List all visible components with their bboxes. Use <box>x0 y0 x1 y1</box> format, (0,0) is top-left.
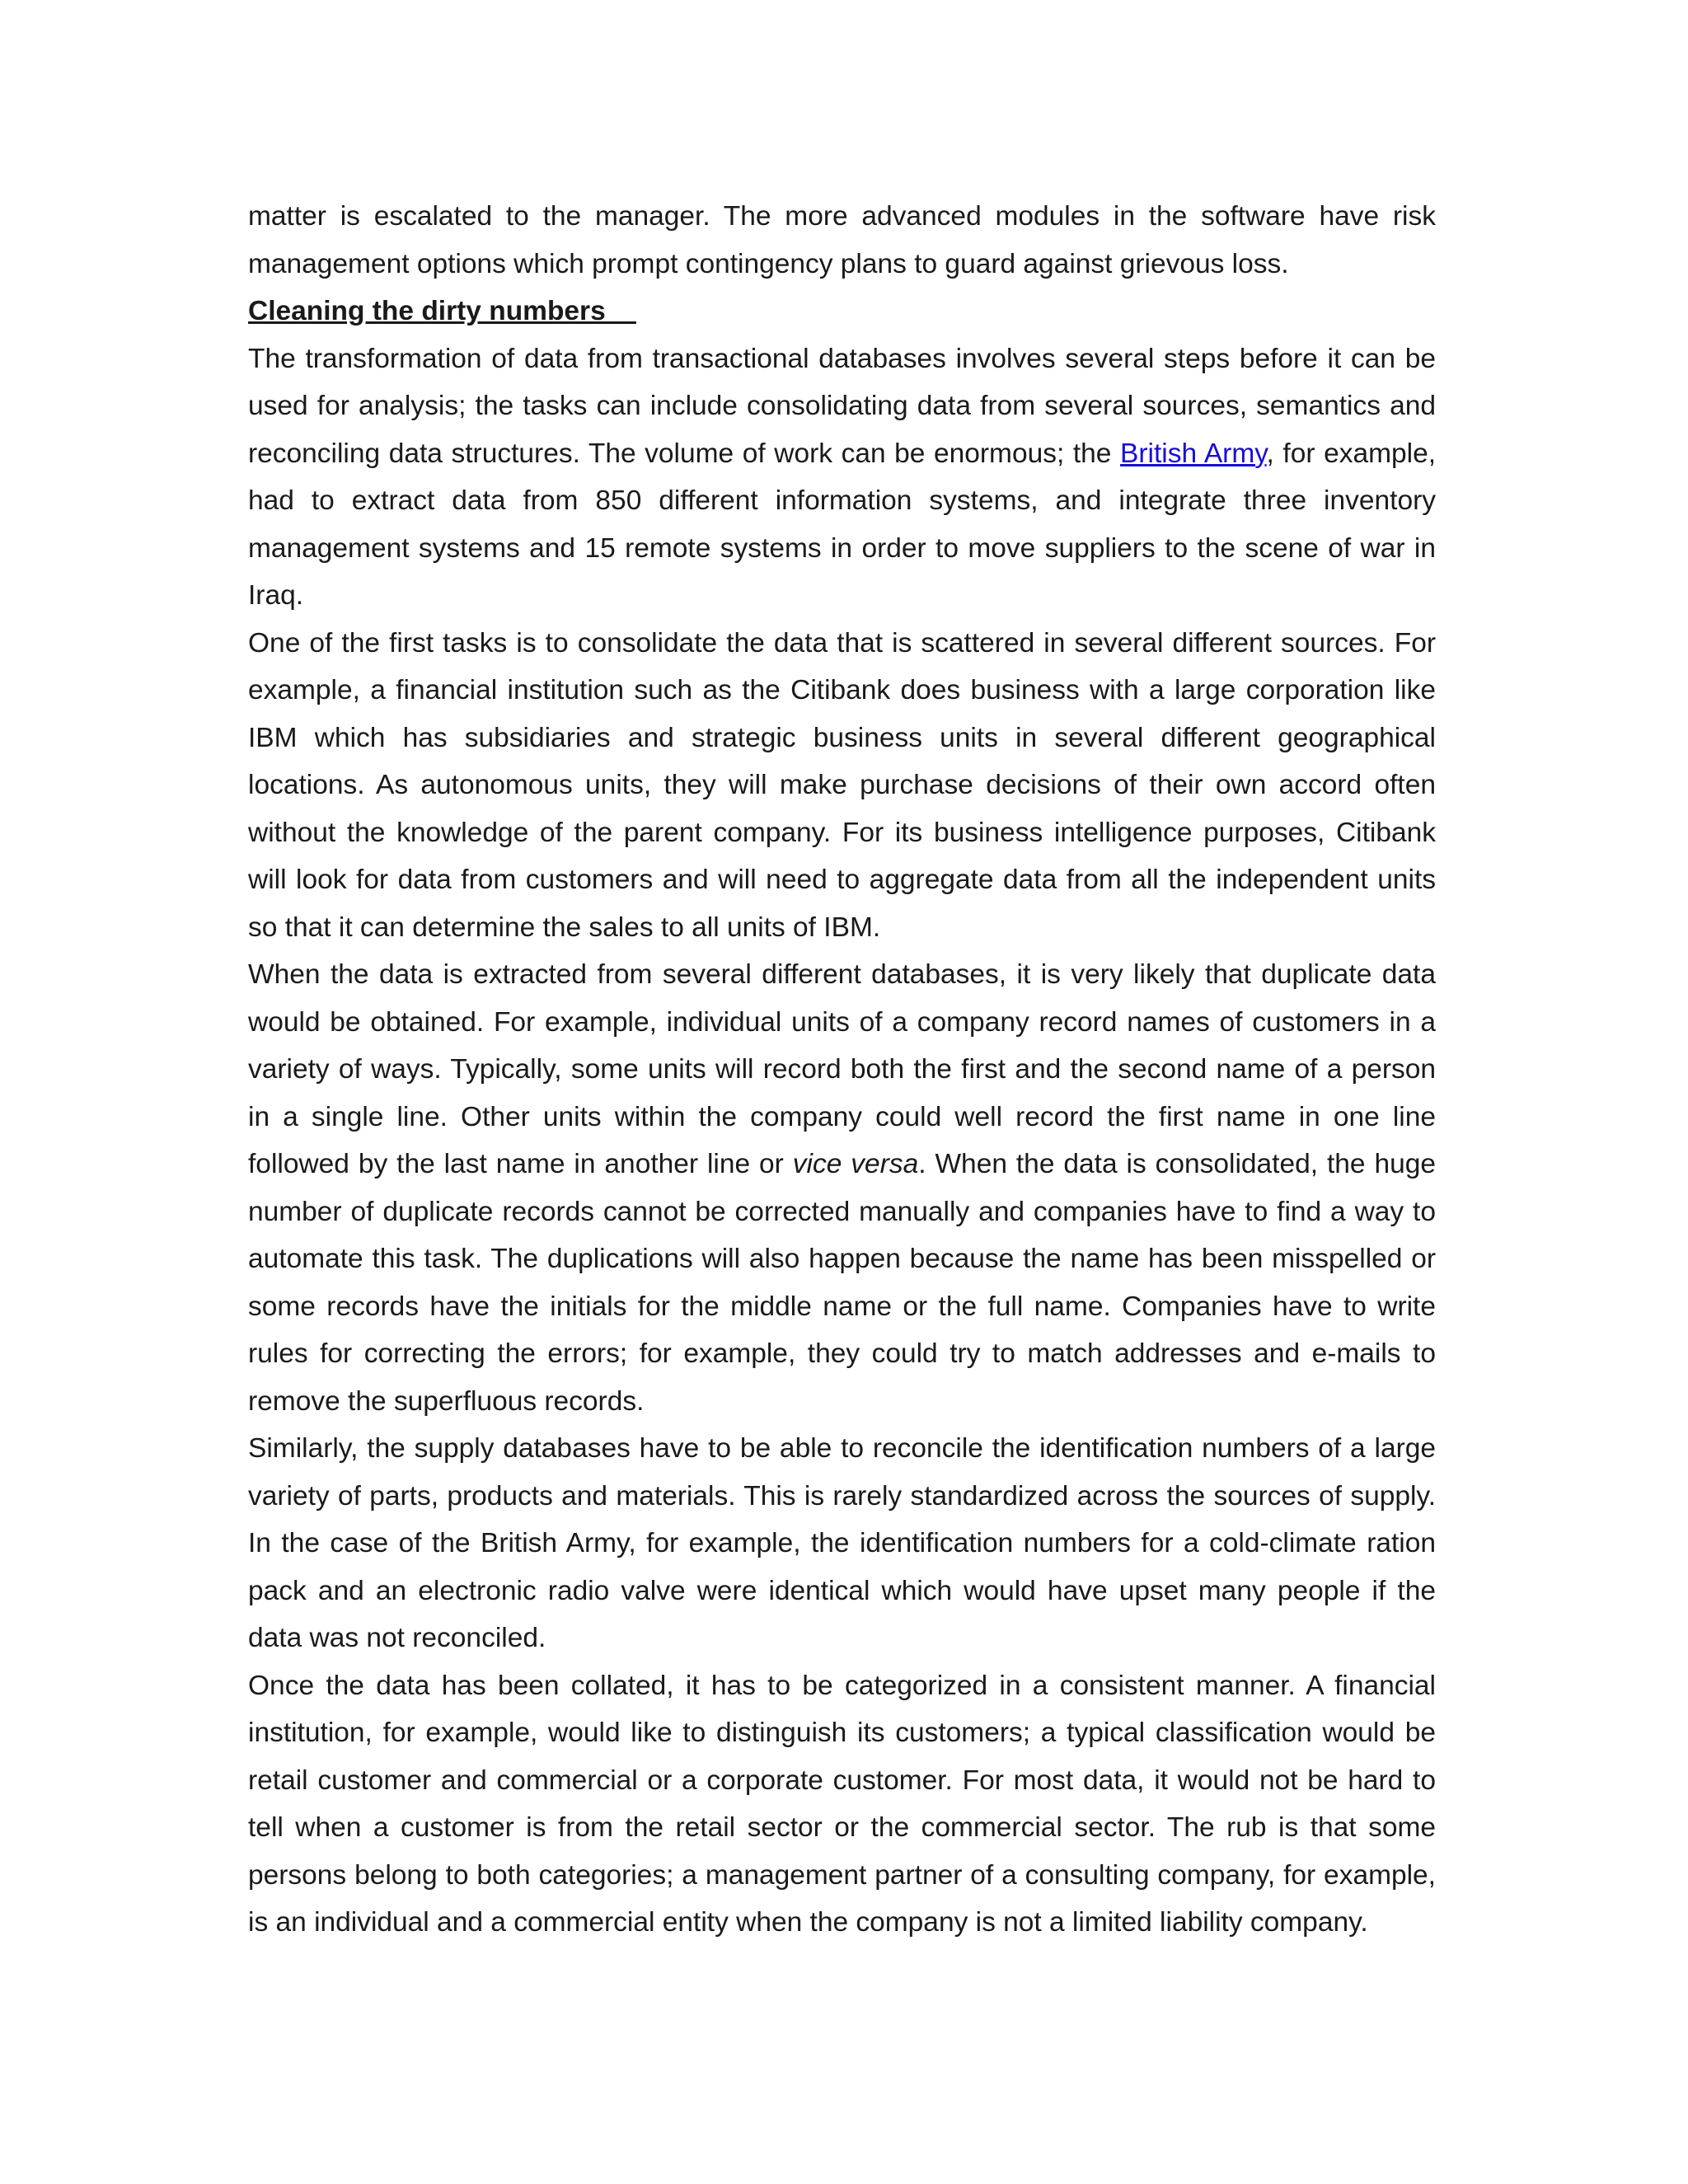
paragraph-text: , for example, had to extract data from 850 different information systems, and integrate three inventory management systems and 15 remote systems in order to move suppliers to the scene of war in Iraq. <box>248 438 1437 611</box>
paragraph-categorize: Once the data has been collated, it has to be categorized in a consistent manner. A financial institution, for example, would like to distinguish its customers; a typical classification would be retail customer and commercial or a corporate customer. For most data, it would not be hard to tell when a customer is from the retail sector or the commercial sector. The rub is that some persons belong to both categories; a management partner of a consulting company, for example, is an individual and a commercial entity when the company is not a limited liability company. <box>248 1670 1436 1938</box>
section-heading: Cleaning the dirty numbers <box>248 296 636 326</box>
paragraph-text: The transformation of data from transactional databases involves several steps before it can be used for analysis; the tasks can include consolidating data from several sources, semantics and reconciling data structures. The volume of work can be enormous; the <box>248 343 1436 469</box>
paragraph-text: When the data is extracted from several different databases, it is very likely that duplicate data would be obtained. For example, individual units of a company record names of customers in a variety of ways. Typically, some units will record both the first and the second name of a person in a single line. Other units within the company could well record the first name in one line followed by the last name in another line or <box>248 959 1436 1179</box>
italic-text: vice versa <box>792 1149 919 1179</box>
paragraph-duplicates <box>248 951 1436 1425</box>
paragraph-transformation <box>248 335 1436 620</box>
intro-paragraph: matter is escalated to the manager. The more advanced modules in the software have risk management options which prompt contingency plans to guard against grievous loss. <box>248 201 1436 279</box>
document-body <box>248 193 1436 1947</box>
paragraph-supply: Similarly, the supply databases have to be able to reconcile the identification numbers of a large variety of parts, products and materials. This is rarely standardized across the sources of supply. In the case of the British Army, for example, the identification numbers for a cold-climate ration pack and an electronic radio valve were identical which would have upset many people if the data was not reconciled. <box>248 1433 1436 1653</box>
british-army-link[interactable]: British Army <box>1120 438 1267 469</box>
paragraph-consolidate: One of the first tasks is to consolidate the data that is scattered in several different sources. For example, a financial institution such as the Citibank does business with a large corporation like IBM which has subsidiaries and strategic business units in several different geographical locations. As autonomous units, they will make purchase decisions of their own accord often without the knowledge of the parent company. For its business intelligence purposes, Citibank will look for data from customers and will need to aggregate data from all the independent units so that it can determine the sales to all units of IBM. <box>248 627 1436 943</box>
paragraph-text: . When the data is consolidated, the huge number of duplicate records cannot be corrected manually and companies have to find a way to automate this task. The duplications will also happen because the name has been misspelled or some records have the initials for the middle name or the full name. Companies have to write rules for correcting the errors; for example, they could try to match addresses and e-mails to remove the superfluous records. <box>248 1149 1436 1417</box>
